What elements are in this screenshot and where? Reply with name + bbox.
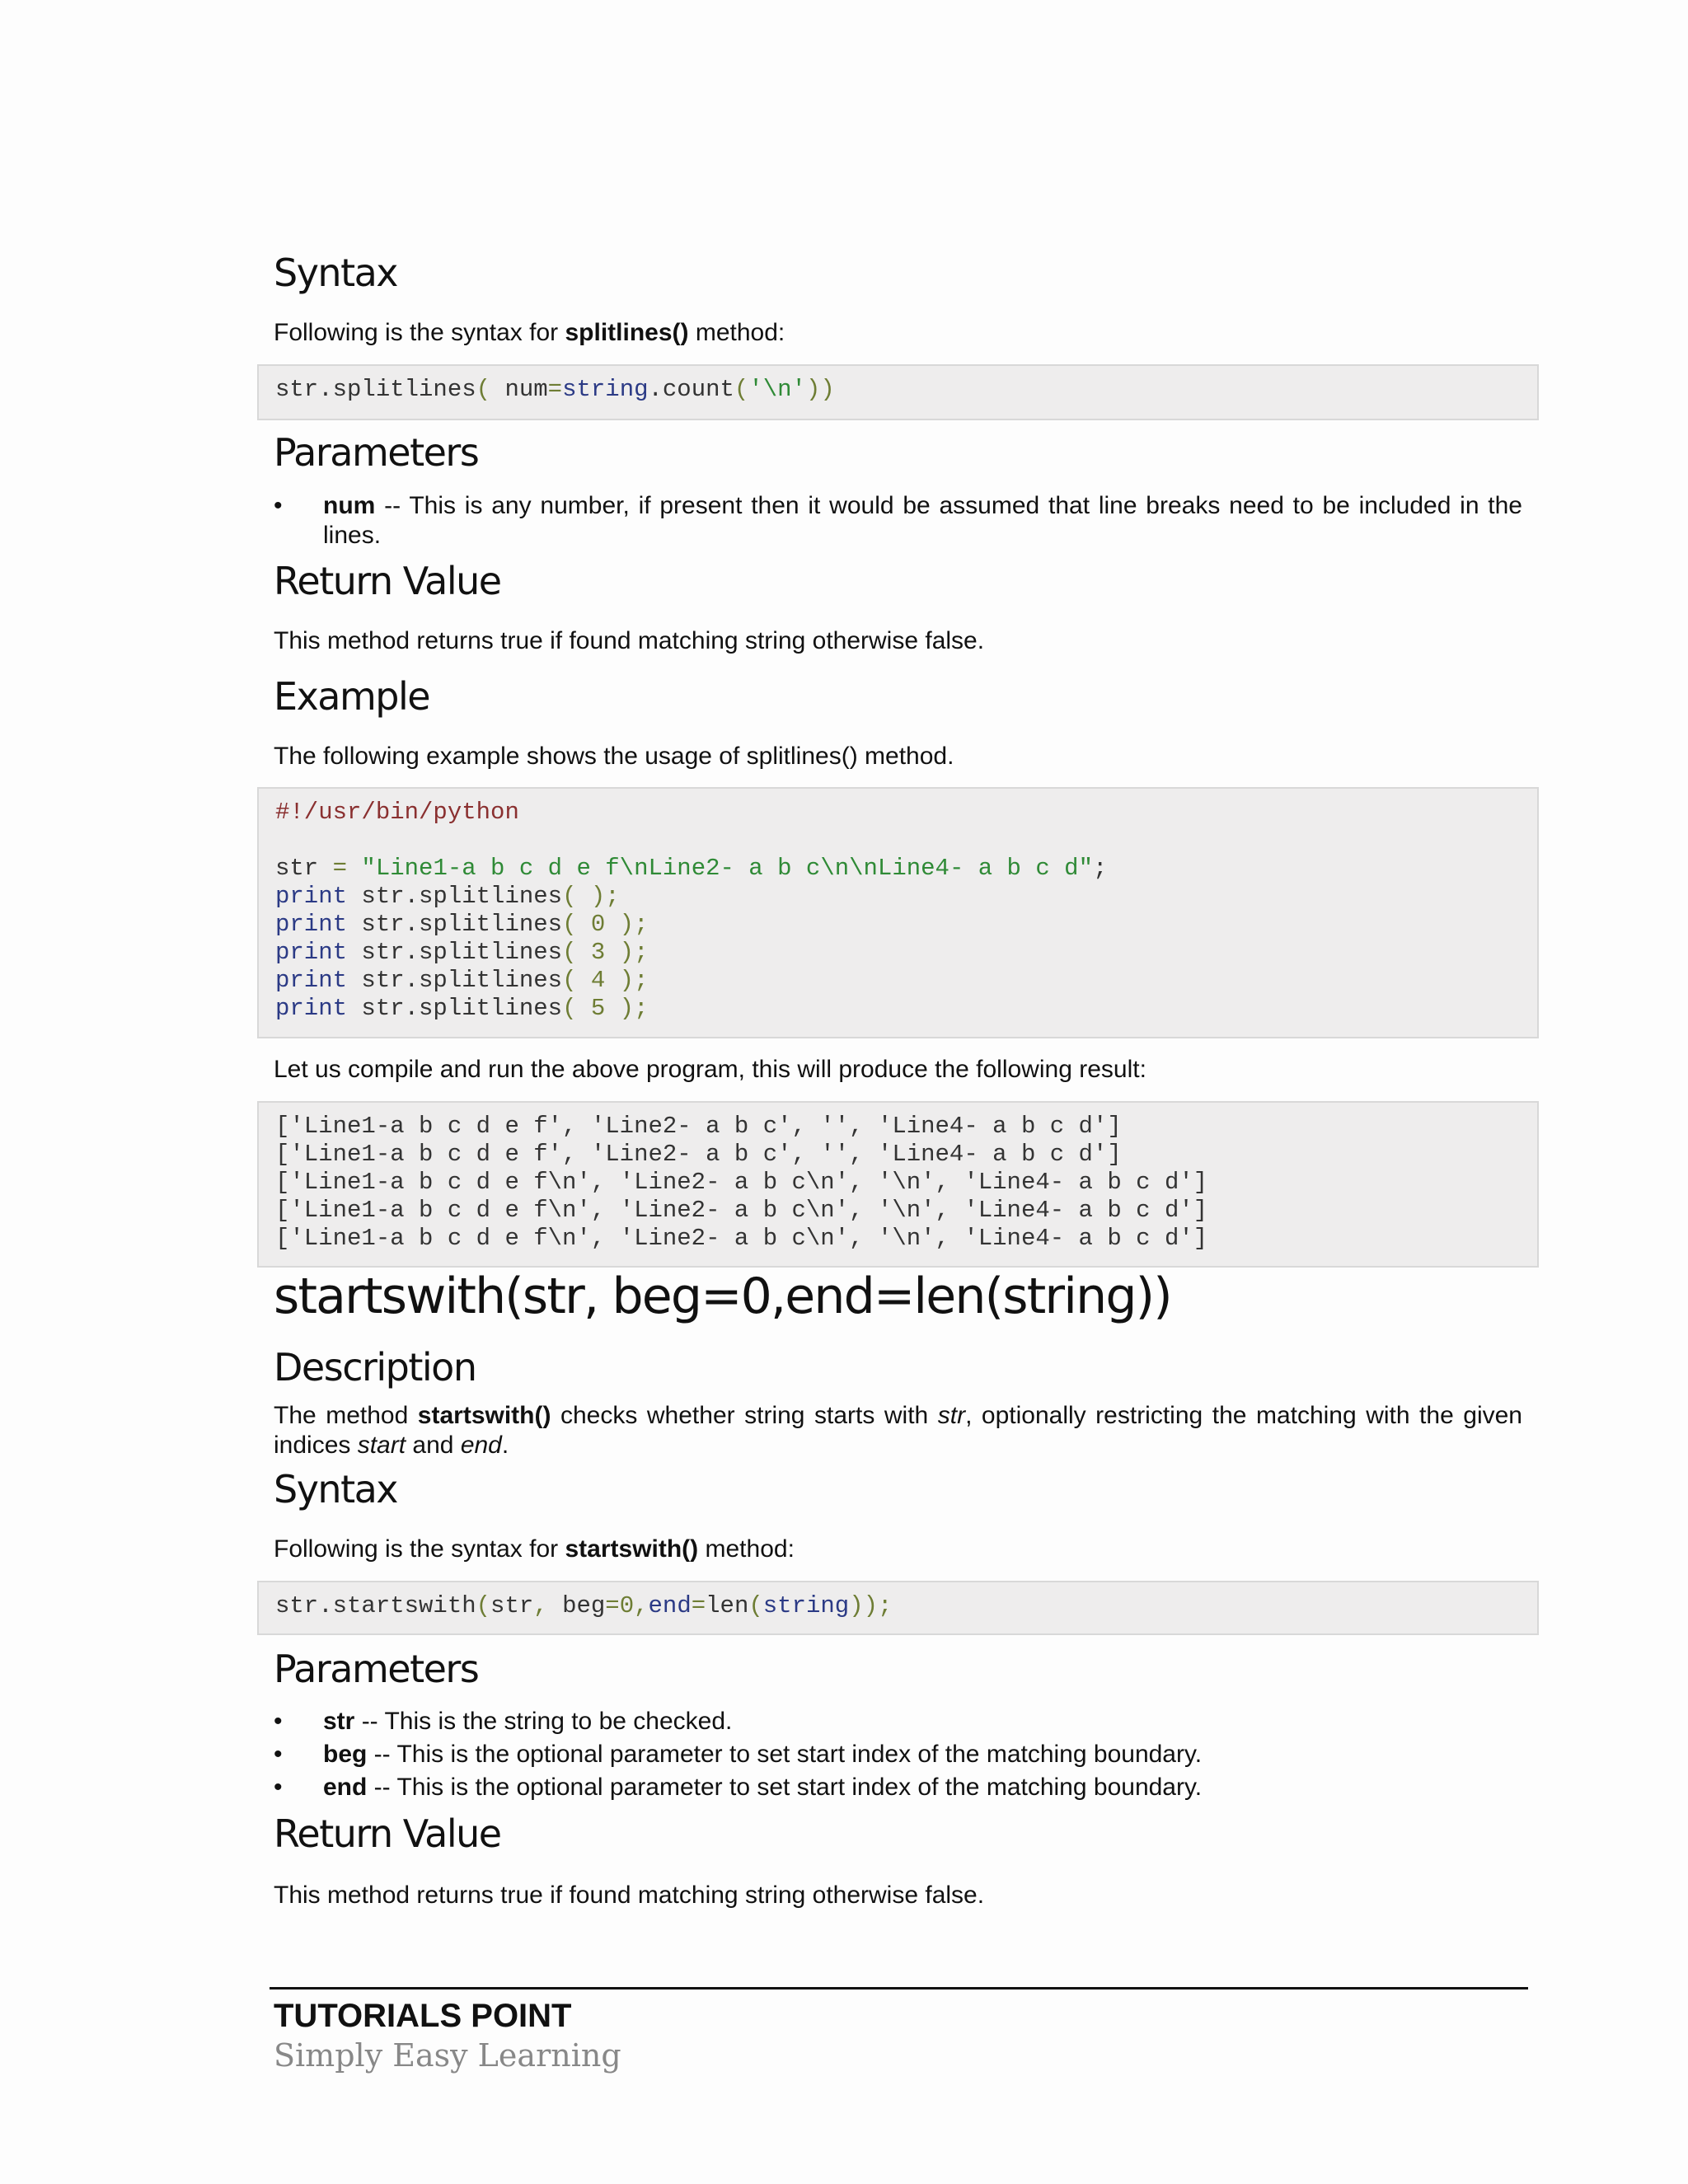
return-value-heading: Return Value	[274, 1811, 501, 1856]
parameters-heading: Parameters	[274, 430, 479, 475]
example-intro: The following example shows the usage of splitlines() method.	[274, 743, 954, 770]
footer-divider	[270, 1987, 1528, 1990]
code-line: print str.splitlines( 5 );	[275, 995, 649, 1022]
syntax-code-block	[257, 364, 1539, 420]
code-line: str.splitlines( num=string.count('\n'))	[275, 376, 835, 403]
syntax-heading: Syntax	[274, 1467, 398, 1511]
method-name: startswith()	[565, 1535, 699, 1563]
example-code-block	[257, 787, 1539, 1038]
bullet-icon: •	[274, 492, 283, 519]
result-line: ['Line1-a b c d e f\n', 'Line2- a b c\n', '\n', 'Line4- a b c d']	[275, 1197, 1208, 1224]
syntax-intro: Following is the syntax for splitlines() method:	[274, 319, 785, 346]
result-line: ['Line1-a b c d e f\n', 'Line2- a b c\n', '\n', 'Line4- a b c d']	[275, 1225, 1208, 1252]
code-line: str.startswith(str, beg=0,end=len(string));	[275, 1592, 893, 1619]
code-line: print str.splitlines( 3 );	[275, 939, 649, 966]
list-item: • end -- This is the optional parameter to set start index of the matching boundary.	[274, 1771, 1522, 1804]
return-value-text: This method returns true if found matching string otherwise false.	[274, 627, 985, 654]
list-item: • str -- This is the string to be checked.	[274, 1705, 1522, 1738]
syntax-heading: Syntax	[274, 251, 398, 295]
bullet-icon: •	[274, 1741, 283, 1768]
return-value-heading: Return Value	[274, 559, 501, 603]
code-line: print str.splitlines( );	[275, 883, 620, 910]
code-line: #!/usr/bin/python	[275, 799, 519, 826]
list-item: • beg -- This is the optional parameter to set start index of the matching boundary.	[274, 1738, 1522, 1771]
bullet-icon: •	[274, 1774, 283, 1801]
result-intro: Let us compile and run the above program, this will produce the following result:	[274, 1056, 1146, 1083]
syntax-code-block	[257, 1581, 1539, 1635]
parameters-list	[274, 1705, 1522, 1804]
example-heading: Example	[274, 674, 430, 719]
code-line: print str.splitlines( 0 );	[275, 911, 649, 938]
description-heading: Description	[274, 1345, 476, 1390]
result-code-block	[257, 1101, 1539, 1268]
result-line: ['Line1-a b c d e f\n', 'Line2- a b c\n', '\n', 'Line4- a b c d']	[275, 1169, 1208, 1196]
result-line: ['Line1-a b c d e f', 'Line2- a b c', '', 'Line4- a b c d']	[275, 1113, 1122, 1140]
method-title: startswith(str, beg=0,end=len(string))	[274, 1268, 1171, 1325]
list-item: • num -- This is any number, if present then it would be assumed that line breaks need to be included in the lines.	[274, 492, 1522, 549]
footer-brand: TUTORIALS POINT	[274, 1998, 572, 2034]
return-value-text: This method returns true if found matching string otherwise false.	[274, 1882, 985, 1909]
bullet-icon: •	[274, 1708, 283, 1735]
description-text: The method startswith() checks whether string starts with str, optionally restricting the matching with the given indices start and end.	[274, 1402, 1522, 1459]
parameters-list	[274, 491, 1522, 551]
syntax-intro: Following is the syntax for startswith() method:	[274, 1535, 795, 1563]
result-line: ['Line1-a b c d e f', 'Line2- a b c', '', 'Line4- a b c d']	[275, 1141, 1122, 1168]
footer-tagline: Simply Easy Learning	[274, 2037, 621, 2074]
parameters-heading: Parameters	[274, 1647, 479, 1691]
code-line: print str.splitlines( 4 );	[275, 967, 649, 994]
code-line-blank	[275, 827, 1521, 855]
code-line: str = "Line1-a b c d e f\nLine2- a b c\n\nLine4- a b c d";	[275, 855, 1108, 882]
method-name: splitlines()	[565, 319, 689, 346]
